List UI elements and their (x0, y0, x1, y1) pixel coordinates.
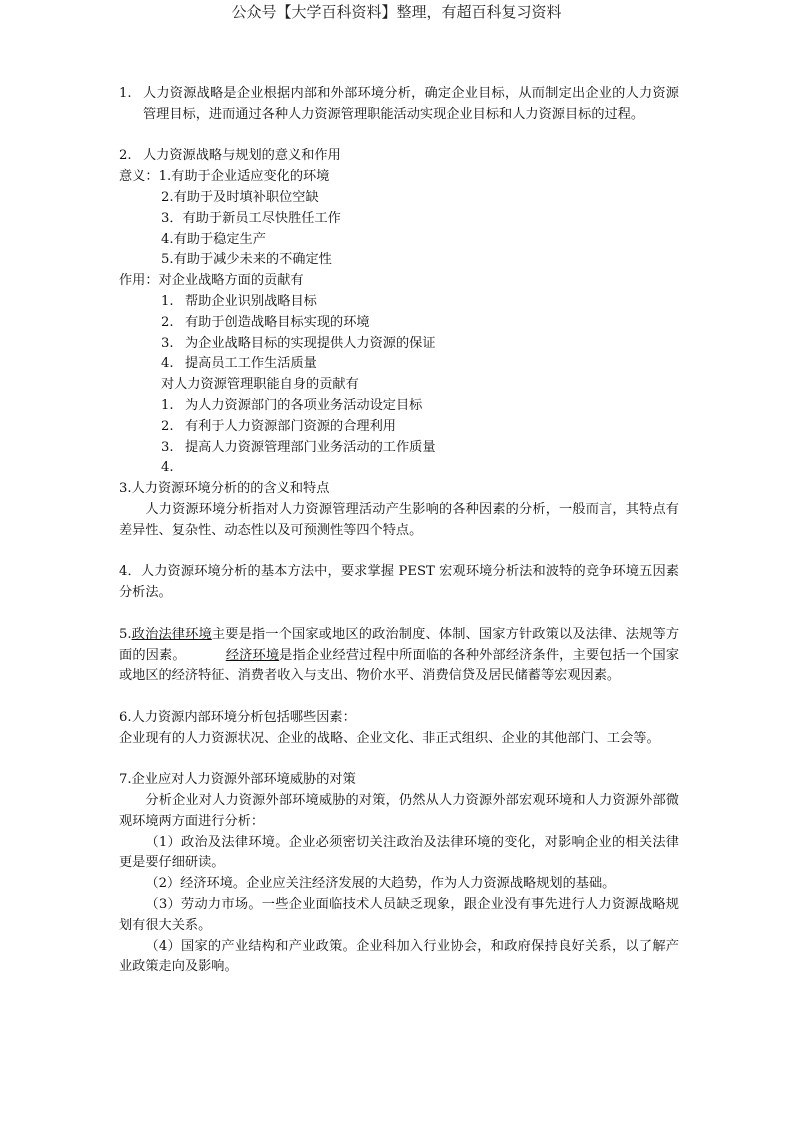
item-number: 3. (161, 439, 174, 455)
strategy-item (119, 313, 679, 334)
meaning-label: 意义： (119, 169, 159, 185)
section-4-text: 4．人力资源环境分析的基本方法中，要求掌握 PEST 宏观环境分析法和波特的竞争环境五因素分析法。 (119, 564, 679, 601)
item-text: 有助于创造战略目标实现的环境 (185, 314, 370, 330)
section-7-item: （3）劳动力市场。一些企业面临技术人员缺乏现象，跟企业没有事先进行人力资源战略规划有很大关系。 (119, 897, 679, 933)
document-body (119, 84, 679, 978)
meaning-item: 4.有助于稳定生产 (161, 231, 266, 247)
term-economic: 经济环境 (225, 647, 280, 663)
meaning-item: 1.有助于企业适应变化的环境 (158, 169, 330, 185)
section-7-item: （1）政治及法律环境。企业必须密切关注政治及法律环境的变化，对影响企业的相关法律更是要仔细研读。 (119, 834, 679, 871)
function-item (119, 458, 679, 479)
function-item (119, 417, 679, 438)
section-5-text-1: 主要是指一个国家或地区的政治制度、体制、国家方针政策以及法律、法规等方面的因素。 (119, 626, 680, 663)
section-7-item: （2）经济环境。企业应关注经济发展的大趋势，作为人力资源战略规划的基础。 (145, 876, 616, 892)
section-5-text-2: 是指企业经营过程中所面临的各种外部经济条件，主要包括一个国家或地区的经济特征、消费者收入与支出、物价水平、消费信贷及居民储蓄等宏观因素。 (119, 647, 680, 684)
term-political-legal: 政治法律环境 (131, 626, 212, 642)
item-number: 2. (161, 314, 174, 330)
item-number: 1. (161, 293, 174, 309)
item-number: 4. (161, 356, 174, 372)
section-7-title: 7.企业应对人力资源外部环境威胁的对策 (119, 772, 356, 788)
function-item (119, 396, 679, 417)
item-text: 为人力资源部门的各项业务活动设定目标 (185, 397, 423, 413)
meaning-item: 3．有助于新员工尽快胜任工作 (161, 210, 341, 226)
section-6-title: 6.人力资源内部环境分析包括哪些因素： (119, 709, 356, 725)
strategy-item (119, 334, 679, 355)
section-5 (119, 625, 679, 687)
role-row (119, 271, 679, 292)
item-text: 提高员工工作生活质量 (185, 356, 317, 372)
section-7-intro: 分析企业对人力资源外部环境威胁的对策，仍然从人力资源外部宏观环境和人力资源外部微观环境两方面进行分析： (119, 793, 679, 829)
meaning-item: 5.有助于减少未来的不确定性 (161, 252, 332, 268)
section-5-number: 5. (119, 626, 132, 642)
section-1-number: 1. (119, 86, 132, 101)
function-intro: 对人力资源管理职能自身的贡献有 (161, 377, 359, 393)
page-header: 公众号【大学百科资料】整理，有超百科复习资料 (231, 3, 562, 21)
item-number: 2. (161, 418, 174, 434)
meaning-item: 2.有助于及时填补职位空缺 (161, 189, 319, 205)
item-number: 4. (161, 460, 174, 476)
item-number: 1. (161, 397, 174, 413)
section-2-number: 2. (119, 148, 132, 164)
meaning-row-1 (119, 167, 679, 188)
section-3-title: 3.人力资源环境分析的的含义和特点 (119, 481, 330, 497)
section-1-text: 人力资源战略是企业根据内部和外部环境分析，确定企业目标，从而制定出企业的人力资源管理目标，进而通过各种人力资源管理职能活动实现企业目标和人力资源目标的过程。 (143, 86, 679, 122)
strategy-item (119, 292, 679, 313)
role-label: 作用： (119, 273, 159, 289)
section-3-body: 人力资源环境分析指对人力资源管理活动产生影响的各种因素的分析，一般而言，其特点有差异性、复杂性、动态性以及可预测性等四个特点。 (119, 501, 679, 538)
role-intro: 对企业战略方面的贡献有 (158, 273, 304, 289)
section-6-body: 企业现有的人力资源状况、企业的战略、企业文化、非正式组织、企业的其他部门、工会等。 (119, 730, 660, 746)
item-text: 帮助企业识别战略目标 (185, 293, 317, 309)
item-text: 为企业战略目标的实现提供人力资源的保证 (185, 335, 436, 351)
section-2-heading (119, 146, 679, 167)
function-item (119, 438, 679, 459)
section-1 (119, 84, 679, 126)
section-2-title: 人力资源战略与规划的意义和作用 (143, 148, 341, 164)
section-7-item: （4）国家的产业结构和产业政策。企业科加入行业协会，和政府保持良好关系，以了解产业政策走向及影响。 (119, 938, 679, 975)
item-text: 有利于人力资源部门资源的合理利用 (185, 418, 396, 434)
item-text: 提高人力资源管理部门业务活动的工作质量 (185, 439, 436, 455)
item-number: 3. (161, 335, 174, 351)
strategy-item (119, 354, 679, 375)
